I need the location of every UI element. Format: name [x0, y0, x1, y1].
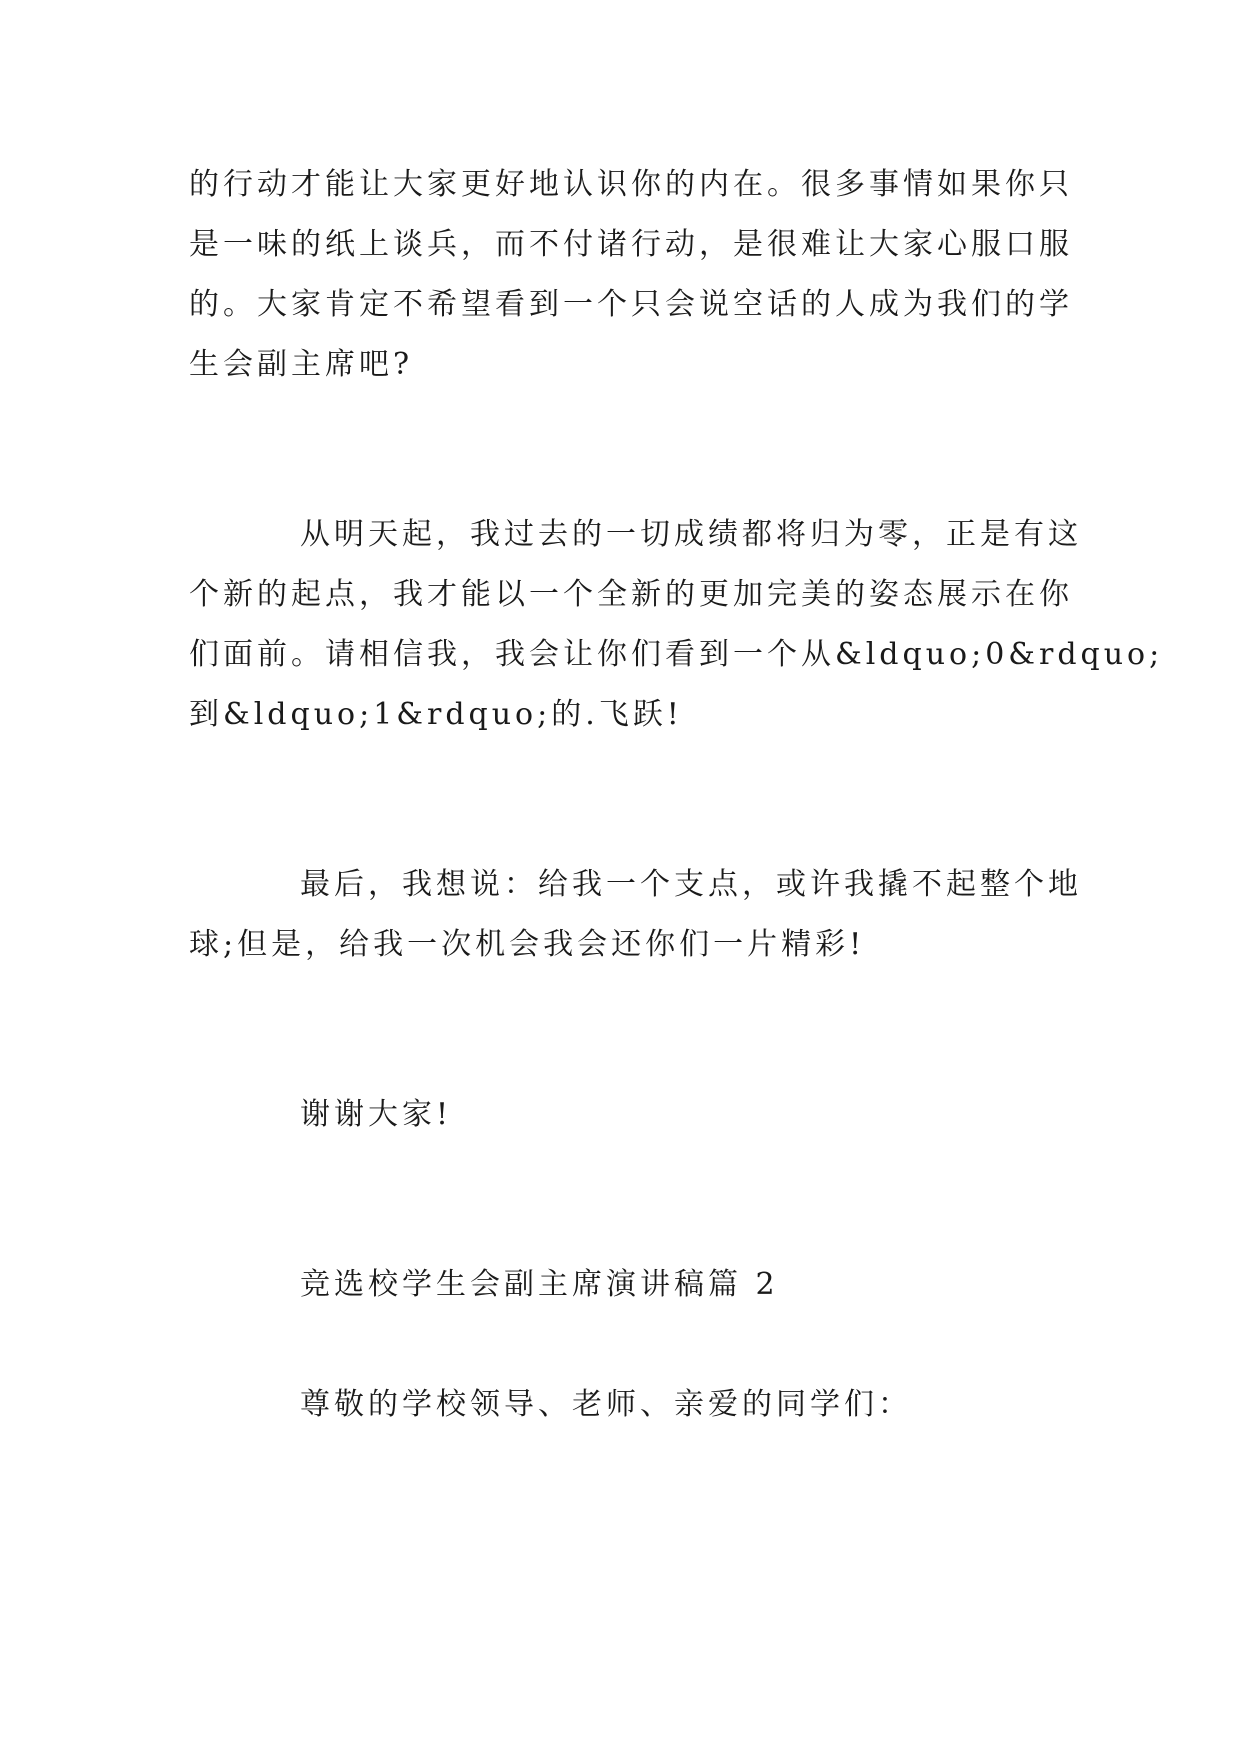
paragraph-3-line-1: 最后，我想说：给我一个支点，或许我撬不起整个地 — [300, 867, 1082, 902]
paragraph-1-line-4: 生会副主席吧? — [189, 347, 414, 382]
paragraph-2-line-1: 从明天起，我过去的一切成绩都将归为零，正是有这 — [300, 517, 1082, 552]
closing-thanks: 谢谢大家! — [300, 1097, 453, 1132]
section-title: 竞选校学生会副主席演讲稿篇 2 — [300, 1267, 779, 1302]
paragraph-2-line-3: 们面前。请相信我，我会让你们看到一个从&ldquo;0&rdquo; — [189, 637, 1164, 672]
paragraph-2-line-4: 到&ldquo;1&rdquo;的.飞跃! — [189, 697, 683, 732]
paragraph-1-line-1: 的行动才能让大家更好地认识你的内在。很多事情如果你只 — [189, 167, 1073, 202]
paragraph-3-line-2: 球;但是，给我一次机会我会还你们一片精彩! — [189, 927, 866, 962]
paragraph-1-line-3: 的。大家肯定不希望看到一个只会说空话的人成为我们的学 — [189, 287, 1073, 322]
paragraph-1-line-2: 是一味的纸上谈兵，而不付诸行动，是很难让大家心服口服 — [189, 227, 1073, 262]
salutation: 尊敬的学校领导、老师、亲爱的同学们： — [300, 1387, 912, 1422]
paragraph-2-line-2: 个新的起点，我才能以一个全新的更加完美的姿态展示在你 — [189, 577, 1073, 612]
